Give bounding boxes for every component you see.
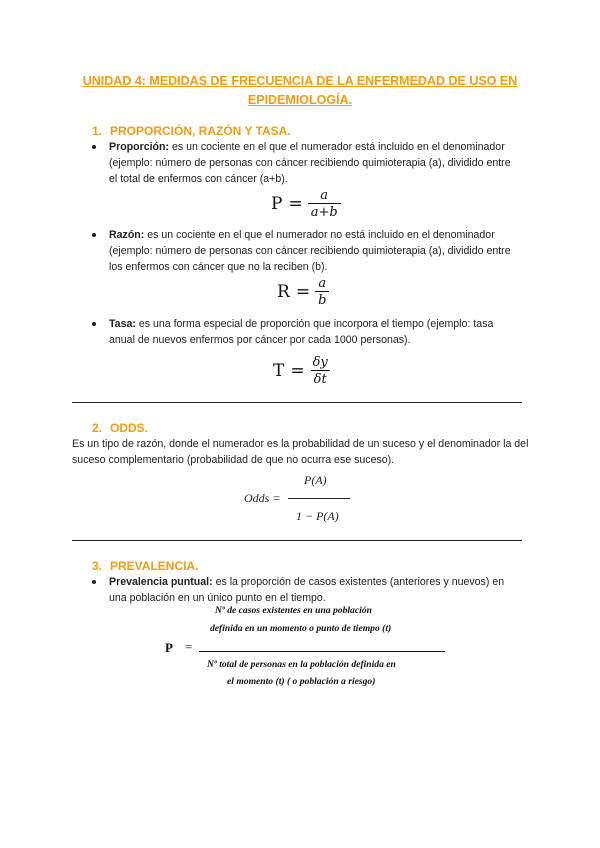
denominator-line-1: Nº total de personas en la población definida en xyxy=(207,659,396,670)
formula-equals: = xyxy=(185,639,193,654)
numerator-line-1: Nº de casos existentes en una población xyxy=(215,605,372,616)
formula-lhs: P xyxy=(271,194,283,214)
section-title: ODDS. xyxy=(110,421,149,435)
formula-prevalencia xyxy=(165,605,445,690)
formula-equals: = xyxy=(295,282,311,302)
fraction-numerator: a xyxy=(318,276,327,291)
formula-lhs: T xyxy=(273,361,285,381)
formula-tasa xyxy=(273,355,331,387)
fraction xyxy=(315,276,329,308)
formula-proporcion xyxy=(271,188,341,220)
fraction-denominator: δt xyxy=(311,370,330,387)
definition-text: es un cociente en el que el numerador está incluido en el denominador (ejemplo: número de personas con cáncer recibiendo quimioterapia (a), dividido entre el total de enfermos con cáncer (a+b). xyxy=(109,141,511,185)
bullet-dot xyxy=(92,233,96,237)
section-title: PREVALENCIA. xyxy=(110,559,199,573)
fraction-numerator: P(A) xyxy=(304,473,327,487)
formula-equals: = xyxy=(288,194,303,214)
term-label: Prevalencia puntual: xyxy=(109,576,213,588)
fraction-denominator: b xyxy=(315,291,329,308)
section-number: 1. xyxy=(92,124,103,138)
section-heading-prevalencia xyxy=(92,559,198,573)
formula-odds xyxy=(244,473,364,525)
term-label: Tasa: xyxy=(109,318,136,330)
bullet-proporcion xyxy=(92,139,512,187)
denominator-line-2: el momento (t) ( o población a riesgo) xyxy=(227,676,376,687)
document-title: UNIDAD 4: MEDIDAS DE FRECUENCIA DE LA ENFERMEDAD DE USO EN EPIDEMIOLOGÍA. xyxy=(82,74,518,107)
bullet-dot xyxy=(92,580,96,584)
formula-equals: = xyxy=(290,361,305,381)
definition-text: es la proporción de casos existentes (anteriores y nuevos) en una población en un único punto en el tiempo. xyxy=(109,576,505,604)
fraction-denominator: a+b xyxy=(308,203,341,220)
section-number: 3. xyxy=(92,559,103,573)
section-heading-proporcion xyxy=(92,124,291,138)
fraction-bar xyxy=(288,498,350,499)
bullet-tasa xyxy=(92,316,512,348)
formula-lhs: P xyxy=(165,640,173,655)
term-label: Razón: xyxy=(109,229,145,241)
fraction-numerator: δy xyxy=(312,355,328,370)
fraction xyxy=(310,355,331,387)
section-number: 2. xyxy=(92,421,103,435)
section-divider xyxy=(72,402,522,403)
odds-paragraph: Es un tipo de razón, donde el numerador es la probabilidad de un suceso y el denominador la del suceso complementario (probabilidad de que no ocurra ese suceso). xyxy=(72,438,529,466)
numerator-line-2: definida en un momento o punto de tiempo (t) xyxy=(210,623,392,634)
definition-text: es una forma especial de proporción que incorpora el tiempo (ejemplo: tasa anual de nuevos enfermos por cáncer por cada 1000 personas). xyxy=(109,318,494,346)
formula-lhs: R xyxy=(277,282,290,302)
fraction-bar xyxy=(199,651,445,652)
bullet-razon xyxy=(92,227,512,275)
formula-razon xyxy=(277,276,329,308)
definition-text: es un cociente en el que el numerador no está incluido en el denominador (ejemplo: número de personas con cáncer recibiendo quimioterapia (a), dividido entre los enfermos con cáncer que no la reciben (b). xyxy=(109,229,511,273)
section-title: PROPORCIÓN, RAZÓN Y TASA. xyxy=(110,124,291,138)
fraction xyxy=(308,188,341,220)
fraction-numerator: a xyxy=(320,188,329,203)
term-label: Proporción: xyxy=(109,141,170,153)
section-divider xyxy=(72,540,522,541)
bullet-prevalencia-puntual xyxy=(92,574,512,606)
bullet-dot xyxy=(92,322,96,326)
fraction-denominator: 1 − P(A) xyxy=(296,509,339,523)
section-heading-odds xyxy=(92,421,148,435)
formula-label: Odds = xyxy=(244,491,281,505)
bullet-dot xyxy=(92,145,96,149)
